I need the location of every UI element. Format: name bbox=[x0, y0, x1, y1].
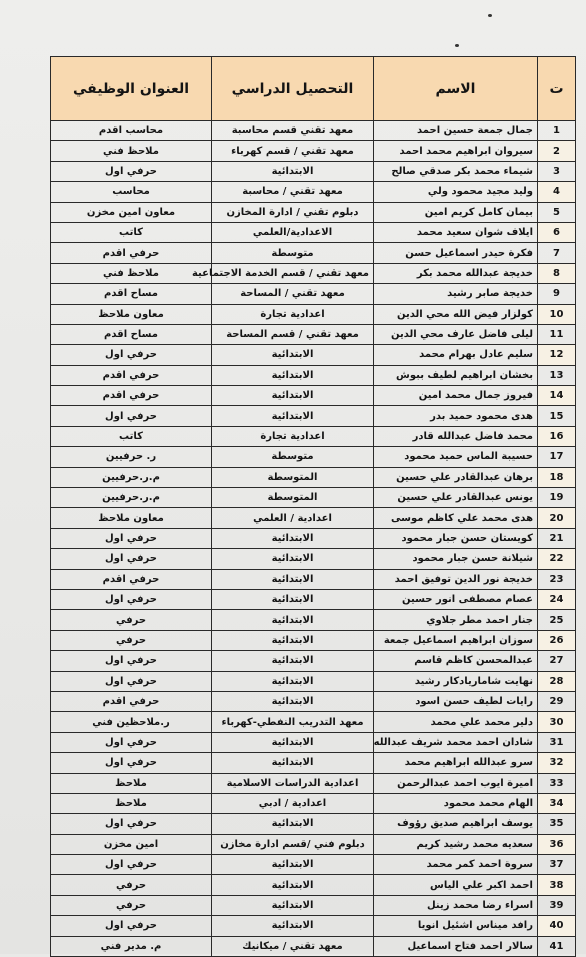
job-title: ر. حرفيين bbox=[51, 447, 212, 467]
job-title: حرفي اول bbox=[51, 671, 212, 691]
employee-name: هدى محمود حميد بدر bbox=[374, 406, 538, 426]
education-level: معهد تقني / محاسبة bbox=[212, 182, 374, 202]
row-number: 10 bbox=[538, 304, 576, 324]
row-number: 32 bbox=[538, 753, 576, 773]
table-row bbox=[51, 345, 576, 365]
employee-name: فيروز جمال محمد امين bbox=[374, 386, 538, 406]
job-title: امين مخزن bbox=[51, 834, 212, 854]
employee-name: كولزار فيض الله محي الدين bbox=[374, 304, 538, 324]
job-title: معاون امين مخزن bbox=[51, 202, 212, 222]
row-number: 3 bbox=[538, 161, 576, 181]
table-row bbox=[51, 426, 576, 446]
table-row bbox=[51, 365, 576, 385]
table-row bbox=[51, 447, 576, 467]
job-title: حرفي اول bbox=[51, 651, 212, 671]
employee-name: رايات لطيف حسن اسود bbox=[374, 691, 538, 711]
job-title: ملاحظ فني bbox=[51, 263, 212, 283]
job-title: حرفي bbox=[51, 875, 212, 895]
table-row bbox=[51, 589, 576, 609]
row-number: 28 bbox=[538, 671, 576, 691]
row-number: 5 bbox=[538, 202, 576, 222]
table-row bbox=[51, 691, 576, 711]
education-level: الابتدائية bbox=[212, 549, 374, 569]
education-level: الابتدائية bbox=[212, 589, 374, 609]
table-row bbox=[51, 753, 576, 773]
employee-name: سليم عادل بهرام محمد bbox=[374, 345, 538, 365]
row-number: 23 bbox=[538, 569, 576, 589]
job-title: ملاحظ bbox=[51, 793, 212, 813]
ink-mark bbox=[455, 44, 459, 47]
row-number: 40 bbox=[538, 916, 576, 936]
table-row bbox=[51, 284, 576, 304]
job-title: مساح اقدم bbox=[51, 324, 212, 344]
education-level: الابتدائية bbox=[212, 406, 374, 426]
job-title: حرفي اول bbox=[51, 855, 212, 875]
row-number: 26 bbox=[538, 630, 576, 650]
row-number: 27 bbox=[538, 651, 576, 671]
row-number: 30 bbox=[538, 712, 576, 732]
job-title: حرفي اول bbox=[51, 549, 212, 569]
table-row bbox=[51, 508, 576, 528]
employee-name: وليد مجيد محمود ولي bbox=[374, 182, 538, 202]
job-title: حرفي اول bbox=[51, 589, 212, 609]
education-level: معهد تقني / ميكانيك bbox=[212, 936, 374, 956]
job-title: ملاحظ فني bbox=[51, 141, 212, 161]
employee-name: سالار احمد فتاح اسماعيل bbox=[374, 936, 538, 956]
education-level: الابتدائية bbox=[212, 814, 374, 834]
job-title: حرفي اول bbox=[51, 814, 212, 834]
employee-name: سروة احمد كمر محمد bbox=[374, 855, 538, 875]
education-level: اعدادية / ادبي bbox=[212, 793, 374, 813]
row-number: 21 bbox=[538, 528, 576, 548]
job-title: مساح اقدم bbox=[51, 284, 212, 304]
employee-name: عصام مصطفى انور حسين bbox=[374, 589, 538, 609]
education-level: معهد تقني قسم محاسبة bbox=[212, 121, 374, 141]
job-title: معاون ملاحظ bbox=[51, 508, 212, 528]
employee-name: خديجة صابر رشيد bbox=[374, 284, 538, 304]
row-number: 18 bbox=[538, 467, 576, 487]
education-level: معهد التدريب النفطي-كهرباء bbox=[212, 712, 374, 732]
employee-name: نهايت شاماريادكار رشيد bbox=[374, 671, 538, 691]
job-title: حرفي اول bbox=[51, 916, 212, 936]
job-title: محاسب اقدم bbox=[51, 121, 212, 141]
employee-name: هدى محمد علي كاظم موسى bbox=[374, 508, 538, 528]
employee-name: يوسف ابراهيم صديق رؤوف bbox=[374, 814, 538, 834]
table-header-row bbox=[51, 57, 576, 121]
employee-name: بيمان كامل كريم امين bbox=[374, 202, 538, 222]
table-row bbox=[51, 243, 576, 263]
table-row bbox=[51, 467, 576, 487]
education-level: معهد تقني / قسم المساحة bbox=[212, 324, 374, 344]
row-number: 37 bbox=[538, 855, 576, 875]
row-number: 38 bbox=[538, 875, 576, 895]
table-row bbox=[51, 895, 576, 915]
job-title: م.ر.حرفيين bbox=[51, 488, 212, 508]
employee-name: جمال جمعة حسين احمد bbox=[374, 121, 538, 141]
employee-name: بخشان ابراهيم لطيف ببوش bbox=[374, 365, 538, 385]
table-row bbox=[51, 488, 576, 508]
row-number: 36 bbox=[538, 834, 576, 854]
job-title: محاسب bbox=[51, 182, 212, 202]
employee-name: جنار احمد مطر جلاوي bbox=[374, 610, 538, 630]
education-level: اعدادية تجارة bbox=[212, 426, 374, 446]
row-number: 11 bbox=[538, 324, 576, 344]
table-row bbox=[51, 222, 576, 242]
job-title: حرفي bbox=[51, 630, 212, 650]
job-title: كاتب bbox=[51, 426, 212, 446]
education-level: الابتدائية bbox=[212, 528, 374, 548]
job-title: حرفي bbox=[51, 610, 212, 630]
table-row bbox=[51, 161, 576, 181]
row-number: 8 bbox=[538, 263, 576, 283]
table-row bbox=[51, 773, 576, 793]
table-body bbox=[51, 121, 576, 957]
education-level: الابتدائية bbox=[212, 732, 374, 752]
row-number: 31 bbox=[538, 732, 576, 752]
education-level: الابتدائية bbox=[212, 895, 374, 915]
education-level: الابتدائية bbox=[212, 365, 374, 385]
header-number: ت bbox=[538, 57, 576, 121]
employee-name: اسراء رضا محمد زينل bbox=[374, 895, 538, 915]
row-number: 15 bbox=[538, 406, 576, 426]
education-level: دبلوم تقني / ادارة المخازن bbox=[212, 202, 374, 222]
employee-name: سوزان ابراهيم اسماعيل جمعة bbox=[374, 630, 538, 650]
table-row bbox=[51, 569, 576, 589]
education-level: الابتدائية bbox=[212, 569, 374, 589]
employee-name: فكرة حيدر اسماعيل حسن bbox=[374, 243, 538, 263]
employee-name: الهام محمد محمود bbox=[374, 793, 538, 813]
row-number: 9 bbox=[538, 284, 576, 304]
employee-name: سيروان ابراهيم محمد احمد bbox=[374, 141, 538, 161]
row-number: 12 bbox=[538, 345, 576, 365]
row-number: 33 bbox=[538, 773, 576, 793]
education-level: المتوسطة bbox=[212, 467, 374, 487]
job-title: حرفي اول bbox=[51, 732, 212, 752]
table-row bbox=[51, 712, 576, 732]
table-row bbox=[51, 121, 576, 141]
row-number: 6 bbox=[538, 222, 576, 242]
header-education: التحصيل الدراسي bbox=[212, 57, 374, 121]
education-level: الابتدائية bbox=[212, 161, 374, 181]
employee-name: سرو عبدالله ابراهيم محمد bbox=[374, 753, 538, 773]
job-title: حرفي اول bbox=[51, 345, 212, 365]
education-level: الابتدائية bbox=[212, 671, 374, 691]
employee-name: دلير محمد علي محمد bbox=[374, 712, 538, 732]
education-level: الابتدائية bbox=[212, 630, 374, 650]
employee-name: حسيبة الماس حميد محمود bbox=[374, 447, 538, 467]
job-title: حرفي اقدم bbox=[51, 243, 212, 263]
job-title: حرفي اول bbox=[51, 406, 212, 426]
employee-name: عبدالمحسن كاظم قاسم bbox=[374, 651, 538, 671]
table-row bbox=[51, 936, 576, 956]
job-title: حرفي اول bbox=[51, 161, 212, 181]
employee-name: كويستان حسن جبار محمود bbox=[374, 528, 538, 548]
row-number: 41 bbox=[538, 936, 576, 956]
table-row bbox=[51, 202, 576, 222]
job-title: حرفي اقدم bbox=[51, 365, 212, 385]
education-level: متوسطة bbox=[212, 447, 374, 467]
table-row bbox=[51, 630, 576, 650]
row-number: 39 bbox=[538, 895, 576, 915]
table-row bbox=[51, 182, 576, 202]
table-row bbox=[51, 528, 576, 548]
education-level: الابتدائية bbox=[212, 753, 374, 773]
table-row bbox=[51, 814, 576, 834]
employee-name: خديجة نور الدين توفيق احمد bbox=[374, 569, 538, 589]
row-number: 20 bbox=[538, 508, 576, 528]
employee-name: خديجة عبدالله محمد بكر bbox=[374, 263, 538, 283]
job-title: ر.ملاحظين فني bbox=[51, 712, 212, 732]
employee-name: اميرة ايوب احمد عبدالرحمن bbox=[374, 773, 538, 793]
row-number: 24 bbox=[538, 589, 576, 609]
table-row bbox=[51, 671, 576, 691]
table-row bbox=[51, 916, 576, 936]
education-level: معهد تقني / قسم كهرباء bbox=[212, 141, 374, 161]
employee-name: سعديه محمد رشيد كريم bbox=[374, 834, 538, 854]
education-level: الابتدائية bbox=[212, 875, 374, 895]
job-title: م. مدير فني bbox=[51, 936, 212, 956]
table-row bbox=[51, 732, 576, 752]
employee-name: ليلى فاضل عارف محي الدين bbox=[374, 324, 538, 344]
education-level: الابتدائية bbox=[212, 386, 374, 406]
table-row bbox=[51, 855, 576, 875]
job-title: حرفي اقدم bbox=[51, 691, 212, 711]
row-number: 34 bbox=[538, 793, 576, 813]
table-row bbox=[51, 141, 576, 161]
row-number: 16 bbox=[538, 426, 576, 446]
employee-name: شيماء محمد بكر صدقي صالح bbox=[374, 161, 538, 181]
header-name: الاسم bbox=[374, 57, 538, 121]
row-number: 14 bbox=[538, 386, 576, 406]
table-row bbox=[51, 304, 576, 324]
row-number: 22 bbox=[538, 549, 576, 569]
job-title: حرفي اقدم bbox=[51, 569, 212, 589]
job-title: حرفي bbox=[51, 895, 212, 915]
employee-name: محمد فاضل عبدالله قادر bbox=[374, 426, 538, 446]
header-job-title: العنوان الوظيفي bbox=[51, 57, 212, 121]
table-row bbox=[51, 651, 576, 671]
table-row bbox=[51, 875, 576, 895]
ink-mark bbox=[488, 14, 492, 17]
education-level: دبلوم فني /قسم ادارة مخازن bbox=[212, 834, 374, 854]
row-number: 4 bbox=[538, 182, 576, 202]
table-row bbox=[51, 834, 576, 854]
education-level: الابتدائية bbox=[212, 916, 374, 936]
job-title: حرفي اول bbox=[51, 753, 212, 773]
table-row bbox=[51, 549, 576, 569]
employee-name: شيلانة حسن جبار محمود bbox=[374, 549, 538, 569]
table-row bbox=[51, 386, 576, 406]
employee-name: برهان عبدالقادر علي حسين bbox=[374, 467, 538, 487]
employee-table bbox=[50, 56, 576, 957]
employee-name: شادان احمد محمد شريف عبدالله bbox=[374, 732, 538, 752]
education-level: اعدادية / العلمي bbox=[212, 508, 374, 528]
job-title: حرفي اقدم bbox=[51, 386, 212, 406]
education-level: اعدادية تجارة bbox=[212, 304, 374, 324]
education-level: متوسطة bbox=[212, 243, 374, 263]
table-row bbox=[51, 406, 576, 426]
education-level: الابتدائية bbox=[212, 651, 374, 671]
job-title: كاتب bbox=[51, 222, 212, 242]
employee-name: رافد ميناس اشئيل انويا bbox=[374, 916, 538, 936]
education-level: الابتدائية bbox=[212, 691, 374, 711]
employee-name: احمد اكبر علي الياس bbox=[374, 875, 538, 895]
education-level: اعدادية الدراسات الاسلامية bbox=[212, 773, 374, 793]
education-level: المتوسطة bbox=[212, 488, 374, 508]
table-row bbox=[51, 263, 576, 283]
row-number: 13 bbox=[538, 365, 576, 385]
row-number: 7 bbox=[538, 243, 576, 263]
row-number: 1 bbox=[538, 121, 576, 141]
job-title: معاون ملاحظ bbox=[51, 304, 212, 324]
job-title: م.ر.حرفيين bbox=[51, 467, 212, 487]
job-title: حرفي اول bbox=[51, 528, 212, 548]
row-number: 25 bbox=[538, 610, 576, 630]
table-row bbox=[51, 610, 576, 630]
table-row bbox=[51, 324, 576, 344]
education-level: الاعدادية/العلمي bbox=[212, 222, 374, 242]
table-row bbox=[51, 793, 576, 813]
education-level: الابتدائية bbox=[212, 345, 374, 365]
employee-name: يونس عبدالقادر علي حسين bbox=[374, 488, 538, 508]
row-number: 2 bbox=[538, 141, 576, 161]
row-number: 19 bbox=[538, 488, 576, 508]
education-level: معهد تقني / قسم الخدمة الاجتماعية bbox=[212, 263, 374, 283]
row-number: 29 bbox=[538, 691, 576, 711]
employee-name: ايلاف شوان سعيد محمد bbox=[374, 222, 538, 242]
education-level: معهد تقني / المساحة bbox=[212, 284, 374, 304]
job-title: ملاحظ bbox=[51, 773, 212, 793]
row-number: 17 bbox=[538, 447, 576, 467]
row-number: 35 bbox=[538, 814, 576, 834]
education-level: الابتدائية bbox=[212, 610, 374, 630]
education-level: الابتدائية bbox=[212, 855, 374, 875]
